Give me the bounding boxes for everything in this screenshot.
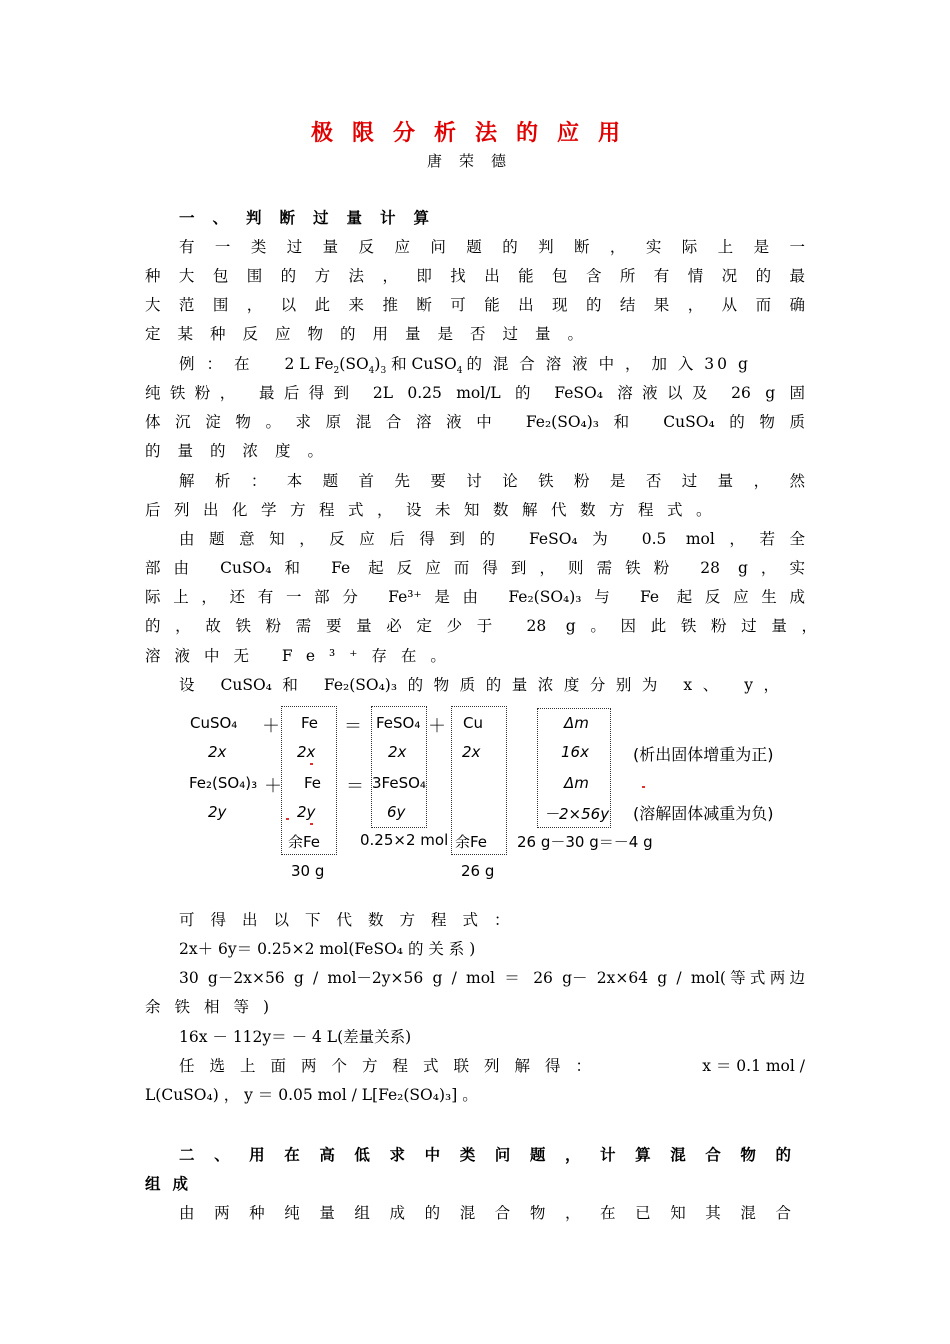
document-title: 极限分析法的应用 — [310, 120, 639, 146]
diagram-cell: Cu — [463, 714, 483, 732]
diagram-cell: 2y — [297, 803, 316, 821]
example-text: (SO — [339, 355, 369, 373]
diagram-cell: ＝ — [344, 716, 362, 737]
diagram-cell: 2x — [388, 743, 407, 761]
variable-definition: 设 CuSO₄和 Fe₂(SO₄)₃的物质的量浓度分别为 x、 y， — [179, 676, 779, 694]
equation-3: 16x － 112y＝ － 4 L(差量关系) — [179, 1028, 412, 1046]
example-line-2: 纯铁粉， 最后得到 2L 0.25 mol/L 的 FeSO₄ 溶液以及 26 g 固 — [145, 384, 805, 402]
analysis-line: 后列出化学方程式，设未知数解代数方程式。 — [145, 501, 726, 519]
diagram-cell: Fe — [304, 774, 322, 792]
analysis-line: 解析：本题首先要讨论铁粉是否过量，然 — [179, 472, 805, 490]
diagram-cell: 余Fe — [288, 833, 321, 851]
diagram-cell: ＝ — [346, 776, 364, 797]
section1-paragraph-line: 种大包围的方法，即找出能包含所有情况的最 — [145, 267, 805, 285]
section1-heading: 一、判断过量计算 — [179, 208, 448, 227]
example-line-3: 体沉淀物。求原混合溶液中 Fe₂(SO₄)₃和 CuSO₄的物质 — [145, 413, 805, 431]
reason-line: 部由 CuSO₄和 Fe 起反应而得到，则需铁粉 28 g，实 — [145, 559, 805, 577]
section1-paragraph-line: 大范围，以此来推断可能出现的结果，从而确 — [145, 296, 805, 314]
diagram-cell: 6y — [387, 803, 406, 821]
reaction-diagram — [180, 700, 820, 890]
diagram-cell: ＋ — [428, 716, 446, 737]
section2-paragraph: 由两种纯量组成的混合物，在已知其混合 — [179, 1204, 791, 1222]
example-text: 和 CuSO — [386, 355, 457, 373]
section1-paragraph-line: 有一类过量反应问题的判断，实际上是一 — [179, 238, 805, 256]
diagram-cell: ＋ — [262, 716, 280, 737]
example-text: 的 混 合 溶 液 中 ， 加 入 30 g — [466, 355, 751, 373]
diagram-cell: 2y — [208, 803, 227, 821]
diagram-cell: 3FeSO₄ — [372, 774, 426, 792]
diagram-cell: Δm — [564, 774, 589, 792]
diagram-cell: ＋ — [264, 776, 282, 797]
diagram-cell: Δm — [564, 714, 589, 732]
diagram-cell: Fe₂(SO₄)₃ — [189, 774, 258, 792]
reason-line: 的，故铁粉需要量必定少于 28 g。因此铁粉过量， — [145, 617, 817, 635]
diagram-cell: 2x — [208, 743, 227, 761]
diagram-cell: FeSO₄ — [376, 714, 421, 732]
solution-line — [179, 1052, 805, 1081]
equations-intro: 可得出以下代数方程式： — [179, 911, 526, 929]
diagram-cell: 16x — [561, 743, 589, 761]
solution-result: L(CuSO₄) ， y ＝ 0.05 mol / L[Fe₂(SO₄)₃] 。 — [145, 1086, 478, 1104]
section2-heading: 二、用在高低求中类问题，计算混合物的 — [179, 1145, 791, 1164]
diagram-cell: 2x — [297, 743, 316, 761]
reason-line: 际上，还有一部分 Fe³⁺是由 Fe₂(SO₄)₃与 Fe 起反应生成 — [145, 588, 805, 606]
equation-2-continued: 余铁相等) — [145, 998, 284, 1016]
section2-heading-continued: 组成 — [145, 1174, 201, 1193]
equation-1: 2x＋ 6y＝ 0.25×2 mol(FeSO₄ 的 关 系 ) — [179, 940, 476, 958]
diagram-cell: 0.25×2 mol — [360, 831, 449, 849]
solution-text: 任选上面两个方程式联列解得： — [179, 1057, 607, 1075]
diagram-cell: －2×56y — [544, 805, 610, 823]
diagram-note: (溶解固体减重为负) — [633, 804, 774, 823]
example-text: 2 L Fe — [284, 355, 334, 373]
author-name: 唐荣德 — [426, 152, 523, 170]
example-text: ) — [374, 355, 381, 373]
example-line-4: 的量的浓度。 — [145, 442, 341, 460]
diagram-cell: Fe — [301, 714, 319, 732]
example-label: 例：在 — [179, 355, 262, 373]
solution-x-value: x ＝ 0.1 mol / — [702, 1057, 805, 1075]
diagram-cell: CuSO₄ — [190, 714, 238, 732]
section1-paragraph-line: 定某种反应物的用量是否过量。 — [145, 325, 601, 343]
diagram-cell: 30 g — [291, 862, 325, 880]
example-line-1: 例：在 2 L $Fe_2(SO_4)_3$ 和 CuSO$_4$ 的 混 合 溶 液 中 ， 加 入 30 g — [179, 355, 751, 377]
diagram-cell: 26 g－30 g＝－4 g — [517, 833, 653, 851]
reason-line: 由题意知，反应后得到的 FeSO₄为 0.5 mol，若全 — [179, 530, 805, 548]
diagram-note: (析出固体增重为正) — [633, 745, 774, 764]
equation-2: 30 g－2x×56 g / mol－2y×56 g / mol ＝ 26 g－ 2x×64 g / mol(等式两边 — [179, 969, 805, 987]
reason-line: 溶液中无 Fe³⁺存在。 — [145, 647, 460, 665]
diagram-cell: 2x — [462, 743, 481, 761]
diagram-cell: 余Fe — [455, 833, 488, 851]
diagram-cell: 26 g — [461, 862, 495, 880]
